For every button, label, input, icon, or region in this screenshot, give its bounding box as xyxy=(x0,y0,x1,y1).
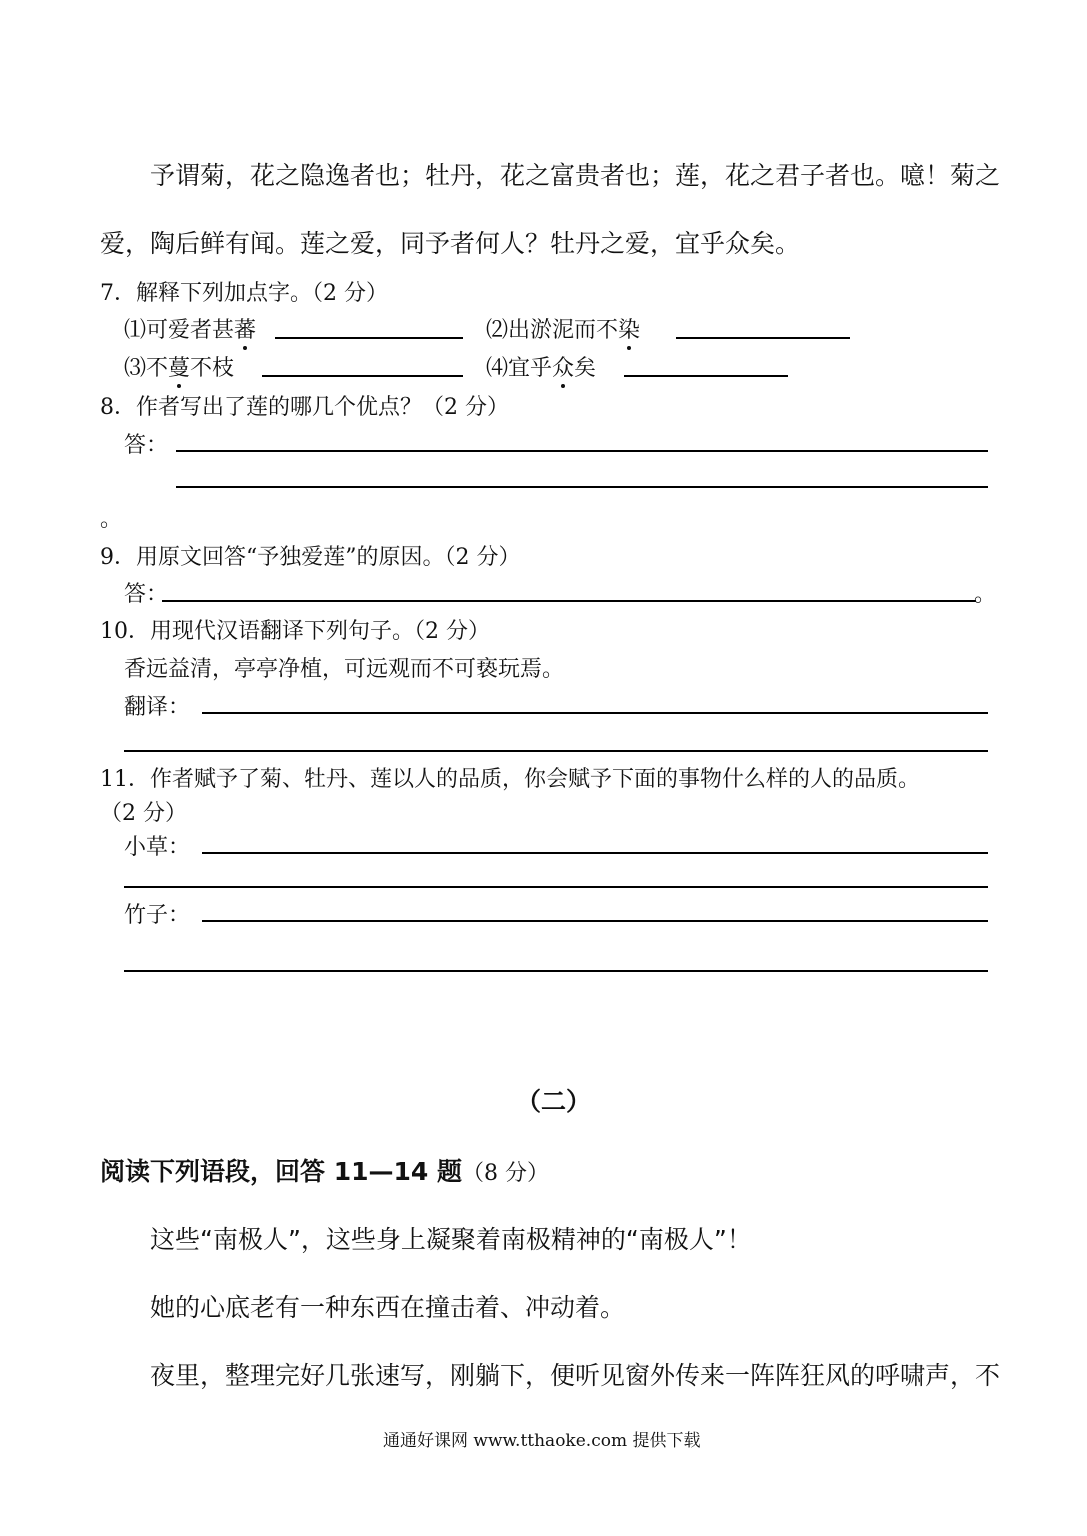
q9-end-mark: 。 xyxy=(974,582,997,607)
q9-answer-line[interactable] xyxy=(162,600,976,602)
page-footer: 通通好课网 www.tthaoke.com 提供下载 xyxy=(383,1431,701,1451)
q8-answer-line-1[interactable] xyxy=(176,450,988,452)
q8-end-mark: 。 xyxy=(100,507,123,532)
question-11-stem: 11．作者赋予了菊、牡丹、莲以人的品质，你会赋予下面的事物什么样的人的品质。 xyxy=(100,767,920,792)
passage2-paragraph-1: 这些“南极人”，这些身上凝聚着南极精神的“南极人”！ xyxy=(150,1225,752,1254)
question-7-stem: 7．解释下列加点字。（2 分） xyxy=(100,281,388,306)
dotted-char: 众 xyxy=(552,351,574,382)
q8-answer-line-2[interactable] xyxy=(176,486,988,488)
q11-item-bamboo-label: 竹子： xyxy=(124,903,191,928)
q11-grass-line-2[interactable] xyxy=(124,886,988,888)
q10-answer-line-2[interactable] xyxy=(124,750,988,752)
question-10-stem: 10．用现代汉语翻译下列句子。（2 分） xyxy=(100,619,490,644)
q7-answer-line-4[interactable] xyxy=(624,375,788,377)
q10-answer-label: 翻译： xyxy=(124,695,191,720)
passage2-paragraph-2: 她的心底老有一种东西在撞击着、冲动着。 xyxy=(150,1293,626,1322)
dotted-char: 染 xyxy=(618,313,640,344)
q10-sentence: 香远益清，亭亭净植，可远观而不可亵玩焉。 xyxy=(124,657,565,682)
q7-item-1: ⑴可爱者甚蕃 xyxy=(124,313,256,344)
question-8-stem: 8．作者写出了莲的哪几个优点？（2 分） xyxy=(100,395,509,420)
q7-answer-line-2[interactable] xyxy=(676,337,850,339)
q11-item-grass-label: 小草： xyxy=(124,835,191,860)
q11-bamboo-line-2[interactable] xyxy=(124,970,988,972)
q7-item-2: ⑵出淤泥而不染 xyxy=(486,313,640,344)
section-2-title: （二） xyxy=(516,1087,592,1116)
q7-answer-line-3[interactable] xyxy=(262,375,463,377)
q7-answer-line-1[interactable] xyxy=(275,337,463,339)
q8-answer-label: 答： xyxy=(124,433,169,458)
passage2-paragraph-3: 夜里，整理完好几张速写，刚躺下，便听见窗外传来一阵阵狂风的呼啸声，不 xyxy=(150,1361,1001,1390)
q11-bamboo-line-1[interactable] xyxy=(202,920,988,922)
instruction-text: 阅读下列语段，回答 11—14 题 xyxy=(100,1157,462,1186)
instruction-score: （8 分） xyxy=(462,1161,549,1186)
passage-line-1: 予谓菊，花之隐逸者也；牡丹，花之富贵者也；莲，花之君子者也。噫！菊之 xyxy=(150,161,1001,190)
question-9-stem: 9．用原文回答“予独爱莲”的原因。（2 分） xyxy=(100,545,521,570)
q11-grass-line-1[interactable] xyxy=(202,852,988,854)
passage-line-2: 爱，陶后鲜有闻。莲之爱，同予者何人？牡丹之爱，宜乎众矣。 xyxy=(100,229,801,258)
dotted-char: 蔓 xyxy=(168,351,190,382)
q9-answer-label: 答： xyxy=(124,582,169,607)
dotted-char: 蕃 xyxy=(234,313,256,344)
section-2-instruction xyxy=(100,1152,549,1188)
q7-item-3: ⑶不蔓不枝 xyxy=(124,351,234,382)
question-11-score: （2 分） xyxy=(100,801,187,826)
q10-answer-line-1[interactable] xyxy=(202,712,988,714)
q7-item-4: ⑷宜乎众矣 xyxy=(486,351,596,382)
